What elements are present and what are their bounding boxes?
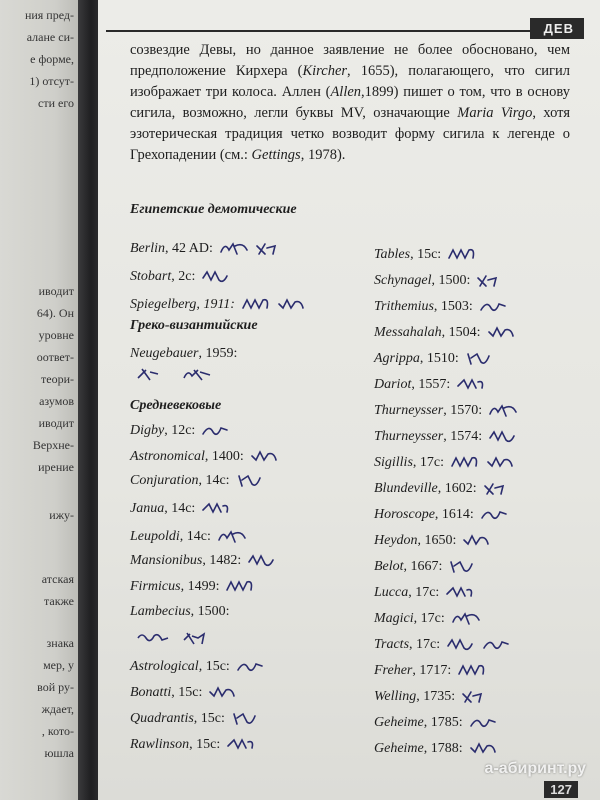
paragraph-text: , 1655), полагающего, что сигил изображает три колоса. Аллен ( [130,63,570,100]
previous-page-line: оответ- [36,350,74,364]
book-gutter [78,0,100,800]
term-maria-virgo: Maria Virgo [457,105,533,121]
source-year: , 1785: [423,715,463,730]
sigil-entry-right [374,688,491,706]
sigil-entry-right [374,480,513,498]
header-rule [106,30,536,32]
sigil-entry-right [374,610,481,628]
sigil-virgo-icon [469,740,499,758]
source-name: Astrological [130,659,199,674]
source-year: , 15c: [198,659,230,674]
sigil-virgo-icon [447,246,477,264]
source-year: , 1557: [411,377,451,392]
sigil-virgo-icon [208,684,238,702]
sigil-demotic-icon [201,268,231,286]
sigil-virgo-icon [247,552,277,570]
sigil-entry-right [374,558,478,576]
source-name: Conjuration [130,473,199,488]
sigil-virgo-icon [487,324,517,342]
previous-page-line: атская [41,572,74,586]
previous-page-line: ждает, [41,702,74,716]
sigil-entry-right [374,636,512,654]
source-name: Geheime [374,715,424,730]
previous-page-line: также [43,594,74,608]
source-year: , 12c: [164,423,196,438]
section-heading-egyptian: Египетские демотические [130,202,297,217]
sigil-virgo-icon [465,350,495,368]
page-number: 127 [544,781,578,798]
source-name: Firmicus [130,579,181,594]
source-year: , 17c: [412,455,445,470]
previous-page-line: 64). Он [36,306,74,320]
source-name: Tracts [374,637,410,652]
source-year: , 17c: [408,585,440,600]
sigil-entry-right [374,662,487,680]
sigil-entry-right [374,402,518,420]
source-year: , 1717: [412,663,452,678]
source-year: , 14c: [179,529,211,544]
source-year: , 17c: [413,611,445,626]
sigil-entry-left [130,552,277,570]
sigil-entry-right [374,584,475,602]
sigil-demotic-icon [219,240,249,258]
source-year: , 1959: [198,346,238,361]
source-name: Thurneysser [374,403,444,418]
sigil-virgo-icon [236,658,266,676]
sigil-entry-right [374,272,506,290]
source-year: , 1500: [190,604,230,619]
sigil-entry-right [374,324,517,342]
source-name: Mansionibus [130,553,203,568]
source-year: , 1482: [202,553,242,568]
source-name: Berlin [130,241,165,256]
source-year: , 1510: [419,351,459,366]
previous-page-line: сти его [38,96,74,110]
source-year: , 1735: [416,689,456,704]
source-year: , 2c: [171,269,196,284]
sigil-entry-left [130,346,237,362]
previous-page-line: ния пред- [24,8,74,22]
sigil-virgo-icon [250,448,280,466]
sigil-entry-left [130,658,266,676]
sigil-entry-left [130,240,285,258]
sigil-virgo-icon [231,710,261,728]
sigil-virgo-icon [226,736,256,754]
sigil-virgo-icon [217,528,247,546]
source-year: , 1500: [431,273,471,288]
source-name: Welling [374,689,417,704]
sigil-virgo-icon [448,558,478,576]
sigil-virgo-icon [201,500,231,518]
sigil-virgo-icon [451,610,481,628]
source-name: Blundeville [374,481,438,496]
source-name: Agrippa [374,351,420,366]
source-year: , 15c: [193,711,225,726]
sigil-demotic-icon [241,296,271,314]
source-name: Sigillis [374,455,413,470]
source-year: , 15c: [189,737,221,752]
source-year: , 1504: [441,325,481,340]
paragraph-text: ,1899) пишет о том, что в основу сигила, возможно, легли буквы MV, означающие [130,84,570,121]
sigil-greco-icon [136,366,170,384]
sigil-entry-right [374,454,516,472]
sigil-virgo-icon [445,584,475,602]
citation-allen: Allen [330,84,362,100]
sigil-virgo-icon [480,506,510,524]
citation-kircher: Kircher [302,63,348,79]
sigil-entry-left [130,736,256,754]
source-year: , 1614: [434,507,474,522]
citation-gettings: Gettings [251,147,301,163]
sigil-entry-left [130,500,231,518]
previous-page-line: азумов [39,394,74,408]
sigil-entry-left [130,684,238,702]
sigil-virgo-icon [488,428,518,446]
sigil-entry-right [374,428,518,446]
source-year: , 14c: [164,501,196,516]
previous-page-line: , кото- [41,724,74,738]
sigil-virgo-icon [482,636,512,654]
source-name: Spiegelberg, 1911: [130,297,235,312]
sigil-virgo-icon [446,636,476,654]
sigil-entry-left [130,710,261,728]
previous-page-line: вой ру- [37,680,74,694]
source-name: Thurneysser [374,429,444,444]
sigil-virgo-icon [461,688,491,706]
sigil-demotic-icon [255,240,285,258]
previous-page-line: юшла [44,746,74,760]
sigil-entry-right [374,298,509,316]
sigil-virgo-icon [450,454,480,472]
source-name: Schynagel [374,273,432,288]
sigil-entry-left [130,578,255,596]
sigil-virgo-icon [462,532,492,550]
previous-page-line: иводит [38,416,74,430]
source-name: Freher [374,663,413,678]
source-name: Astronomical [130,449,205,464]
previous-page-line: теори- [41,372,74,386]
source-name: Tables [374,247,411,262]
running-header: ДЕВ [530,18,584,39]
source-name: Magici [374,611,414,626]
previous-page-line: е форме, [30,52,74,66]
source-name: Messahalah [374,325,442,340]
source-name: Lucca [374,585,409,600]
previous-page-line: ирение [38,460,74,474]
previous-page-line: алане си- [26,30,74,44]
watermark: а-абиринт.ру [484,760,586,777]
previous-page-line: мер, у [43,658,74,672]
sigil-entry-right [374,714,499,732]
paragraph-text: , хотя эзотерическая традиция четко возводит форму сигила к легенде о Грехопадении (см.: [130,105,570,163]
sigil-greco-icon [182,366,216,384]
body-paragraph [130,40,570,166]
sigil-virgo-icon [476,272,506,290]
previous-page-edge [0,0,78,800]
source-year: , 42 AD: [165,241,213,256]
paragraph-text: созвездие Девы, но данное заявление не более обосновано, чем предположение Кирхера ( [130,42,570,79]
sigil-row-neugebauer [130,366,216,384]
source-name: Trithemius [374,299,434,314]
source-year: , 1788: [423,741,463,756]
sigil-entry-left [130,604,230,620]
source-year: , 17c: [409,637,441,652]
sigil-entry-right [374,740,499,758]
sigil-virgo-icon [479,298,509,316]
source-name: Neugebauer [130,346,199,361]
source-name: Digby [130,423,165,438]
sigil-demotic-icon [277,296,307,314]
sigil-entry-right [374,246,477,264]
sigil-row-lambecius [130,630,216,648]
sigil-virgo-icon [236,472,266,490]
sigil-entry-left [130,268,231,286]
sigil-entry-right [374,350,495,368]
source-name: Geheime [374,741,424,756]
sigil-virgo-icon [457,662,487,680]
source-name: Janua [130,501,165,516]
previous-page-line: Верхне- [32,438,74,452]
sigil-entry-left [130,448,280,466]
sigil-virgo-icon [456,376,486,394]
source-year: , 1503: [433,299,473,314]
sigil-entry-right [374,532,492,550]
source-name: Stobart [130,269,172,284]
source-year: , 1602: [437,481,477,496]
source-name: Heydon [374,533,418,548]
source-name: Dariot [374,377,412,392]
paragraph-text: , 1978). [300,147,346,163]
previous-page-line: иводит [38,284,74,298]
source-year: , 1574: [443,429,483,444]
sigil-virgo-icon [483,480,513,498]
previous-page-line: 1) отсут- [29,74,74,88]
sigil-virgo-icon [136,630,172,648]
sigil-virgo-icon [488,402,518,420]
sigil-entry-right [374,506,510,524]
sigil-entry-left [130,296,307,314]
previous-page-line: знака [46,636,74,650]
sigil-virgo-icon [486,454,516,472]
sigil-virgo-icon [225,578,255,596]
source-name: Belot [374,559,404,574]
sigil-entry-right [374,376,486,394]
previous-page-line: уровне [38,328,74,342]
source-year: , 1400: [204,449,244,464]
sigil-virgo-icon [201,422,231,440]
source-name: Lambecius [130,604,191,619]
previous-page-line: ижу- [49,508,74,522]
source-name: Quadrantis [130,711,194,726]
source-year: , 1499: [180,579,220,594]
book-page [98,0,600,800]
source-name: Horoscope [374,507,435,522]
sigil-entry-left [130,472,266,490]
source-year: , 15c: [410,247,442,262]
source-year: , 1650: [417,533,457,548]
section-heading-medieval: Средневековые [130,398,222,413]
sigil-virgo-icon [469,714,499,732]
source-year: , 14c: [198,473,230,488]
sigil-virgo-icon [182,630,216,648]
section-heading-greco: Греко-византийские [130,318,258,333]
sigil-entry-left [130,528,247,546]
source-year: , 15c: [171,685,203,700]
source-name: Leupoldi [130,529,180,544]
source-year: , 1570: [443,403,483,418]
source-year: , 1667: [403,559,443,574]
source-name: Rawlinson [130,737,190,752]
source-name: Bonatti [130,685,172,700]
sigil-entry-left [130,422,231,440]
